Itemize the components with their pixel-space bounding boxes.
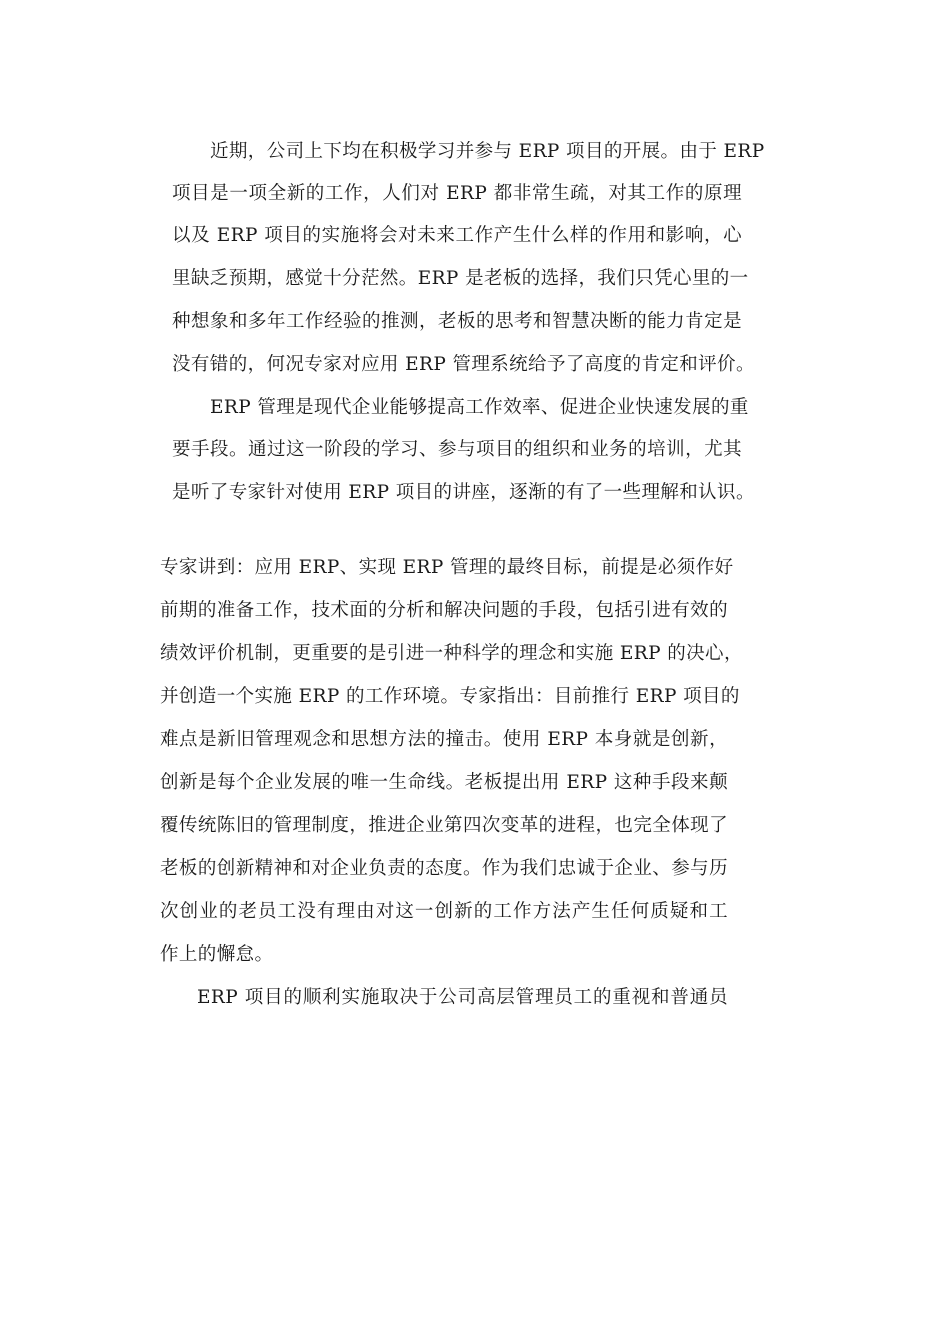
text-line: 专家讲到：应用 ERP、实现 ERP 管理的最终目标，前提是必须作好 <box>160 557 734 578</box>
text-line: 创新是每个企业发展的唯一生命线。老板提出用 ERP 这种手段来颠 <box>160 772 728 793</box>
text-line: 里缺乏预期，感觉十分茫然。ERP 是老板的选择，我们只凭心里的一 <box>172 268 749 289</box>
text-line: 以及 ERP 项目的实施将会对未来工作产生什么样的作用和影响，心 <box>172 225 742 246</box>
text-line: 没有错的，何况专家对应用 ERP 管理系统给予了高度的肯定和评价。 <box>172 354 755 375</box>
text-line: 项目是一项全新的工作，人们对 ERP 都非常生疏，对其工作的原理 <box>172 183 742 204</box>
text-line: 种想象和多年工作经验的推测，老板的思考和智慧决断的能力肯定是 <box>172 311 742 332</box>
text-line: ERP 项目的顺利实施取决于公司高层管理员工的重视和普通员 <box>197 987 728 1008</box>
text-line: 近期，公司上下均在积极学习并参与 ERP 项目的开展。由于 ERP <box>210 141 765 162</box>
text-line: 作上的懈怠。 <box>160 944 274 965</box>
text-line: 前期的准备工作，技术面的分析和解决问题的手段，包括引进有效的 <box>160 600 728 621</box>
text-line: ERP 管理是现代企业能够提高工作效率、促进企业快速发展的重 <box>210 397 749 418</box>
text-line: 次创业的老员工没有理由对这一创新的工作方法产生任何质疑和工 <box>160 901 728 922</box>
text-line: 绩效评价机制，更重要的是引进一种科学的理念和实施 ERP 的决心， <box>160 643 743 664</box>
text-line: 难点是新旧管理观念和思想方法的撞击。使用 ERP 本身就是创新， <box>160 729 728 750</box>
text-line: 是听了专家针对使用 ERP 项目的讲座，逐渐的有了一些理解和认识。 <box>172 482 755 503</box>
text-line: 覆传统陈旧的管理制度，推进企业第四次变革的进程，也完全体现了 <box>160 815 728 836</box>
text-line: 并创造一个实施 ERP 的工作环境。专家指出：目前推行 ERP 项目的 <box>160 686 740 707</box>
text-line: 老板的创新精神和对企业负责的态度。作为我们忠诚于企业、参与历 <box>160 858 728 879</box>
text-line: 要手段。通过这一阶段的学习、参与项目的组织和业务的培训，尤其 <box>172 439 742 460</box>
